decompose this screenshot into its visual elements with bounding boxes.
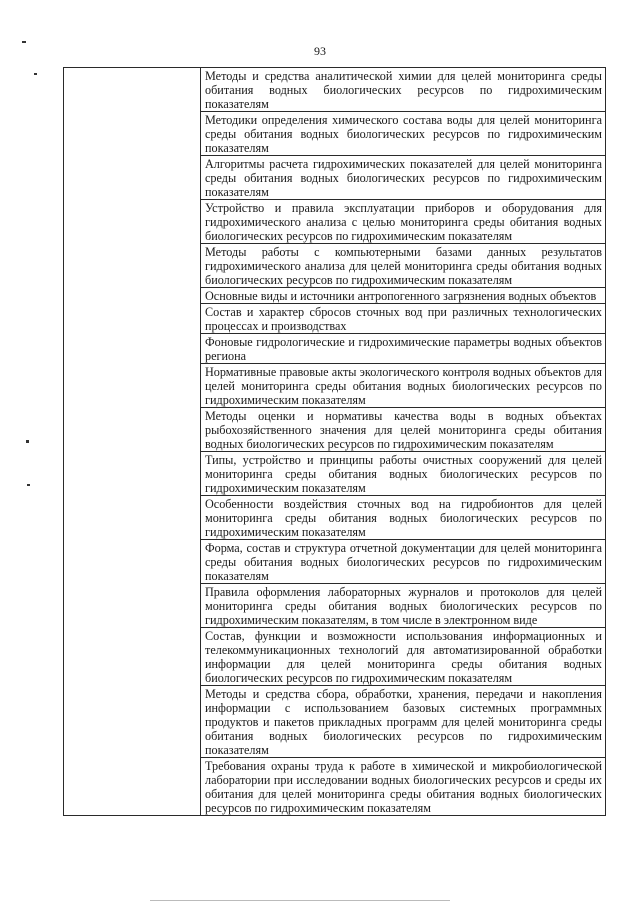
content-table bbox=[63, 67, 606, 816]
knowledge-item: Типы, устройство и принципы работы очистных сооружений для целей мониторинга среды обитания водных биологических ресурсов по гидрохимическим показателям bbox=[201, 452, 606, 496]
knowledge-item: Основные виды и источники антропогенного загрязнения водных объектов bbox=[201, 288, 606, 304]
knowledge-item: Состав и характер сбросов сточных вод при различных технологических процессах и производствах bbox=[201, 304, 606, 334]
knowledge-item: Состав, функции и возможности использования информационных и телекоммуникационных технологий для автоматизированной обработки информации для целей мониторинга среды обитания водных биологических ресурсов по гидрохимическим показателям bbox=[201, 628, 606, 686]
knowledge-item: Методы оценки и нормативы качества воды в водных объектах рыбохозяйственного значения для целей мониторинга среды обитания водных биологических ресурсов по гидрохимическим показателям bbox=[201, 408, 606, 452]
margin-mark-3 bbox=[26, 440, 29, 443]
knowledge-item: Методы работы с компьютерными базами данных результатов гидрохимического анализа для целей мониторинга среды обитания водных биологических ресурсов по гидрохимическим показателям bbox=[201, 244, 606, 288]
knowledge-item: Форма, состав и структура отчетной документации для целей мониторинга среды обитания водных биологических ресурсов по гидрохимическим показателям bbox=[201, 540, 606, 584]
margin-mark-1 bbox=[22, 41, 26, 43]
table-body bbox=[64, 68, 606, 816]
knowledge-item: Устройство и правила эксплуатации приборов и оборудования для гидрохимического анализа с целью мониторинга среды обитания водных биологических ресурсов по гидрохимическим показателям bbox=[201, 200, 606, 244]
page-bottom-rule bbox=[150, 900, 450, 901]
knowledge-item: Особенности воздействия сточных вод на гидробионтов для целей мониторинга среды обитания водных биологических ресурсов по гидрохимическим показателям bbox=[201, 496, 606, 540]
margin-mark-4 bbox=[27, 484, 30, 486]
table-row bbox=[64, 68, 606, 112]
knowledge-item: Методы и средства сбора, обработки, хранения, передачи и накопления информации с использованием базовых системных программных продуктов и пакетов прикладных программ для целей мониторинга среды обитания водных биологических ресурсов по гидрохимическим показателям bbox=[201, 686, 606, 758]
knowledge-item: Нормативные правовые акты экологического контроля водных объектов для целей мониторинга среды обитания водных биологических ресурсов по гидрохимическим показателям bbox=[201, 364, 606, 408]
page-number: 93 bbox=[314, 44, 326, 58]
knowledge-item: Требования охраны труда к работе в химической и микробиологической лаборатории при исследовании водных биологических ресурсов и среды их обитания для целей мониторинга среды обитания водных биологических ресурсов по гидрохимическим показателям bbox=[201, 758, 606, 816]
knowledge-item: Правила оформления лабораторных журналов и протоколов для целей мониторинга среды обитания водных биологических ресурсов по гидрохимическим показателям, в том числе в электронном виде bbox=[201, 584, 606, 628]
knowledge-item: Алгоритмы расчета гидрохимических показателей для целей мониторинга среды обитания водных биологических ресурсов по гидрохимическим показателям bbox=[201, 156, 606, 200]
left-merged-cell bbox=[64, 68, 201, 816]
knowledge-item: Фоновые гидрологические и гидрохимические параметры водных объектов региона bbox=[201, 334, 606, 364]
knowledge-item: Методы и средства аналитической химии для целей мониторинга среды обитания водных биологических ресурсов по гидрохимическим показателям bbox=[201, 68, 606, 112]
margin-mark-2 bbox=[34, 73, 37, 75]
knowledge-item: Методики определения химического состава воды для целей мониторинга среды обитания водных биологических ресурсов по гидрохимическим показателям bbox=[201, 112, 606, 156]
